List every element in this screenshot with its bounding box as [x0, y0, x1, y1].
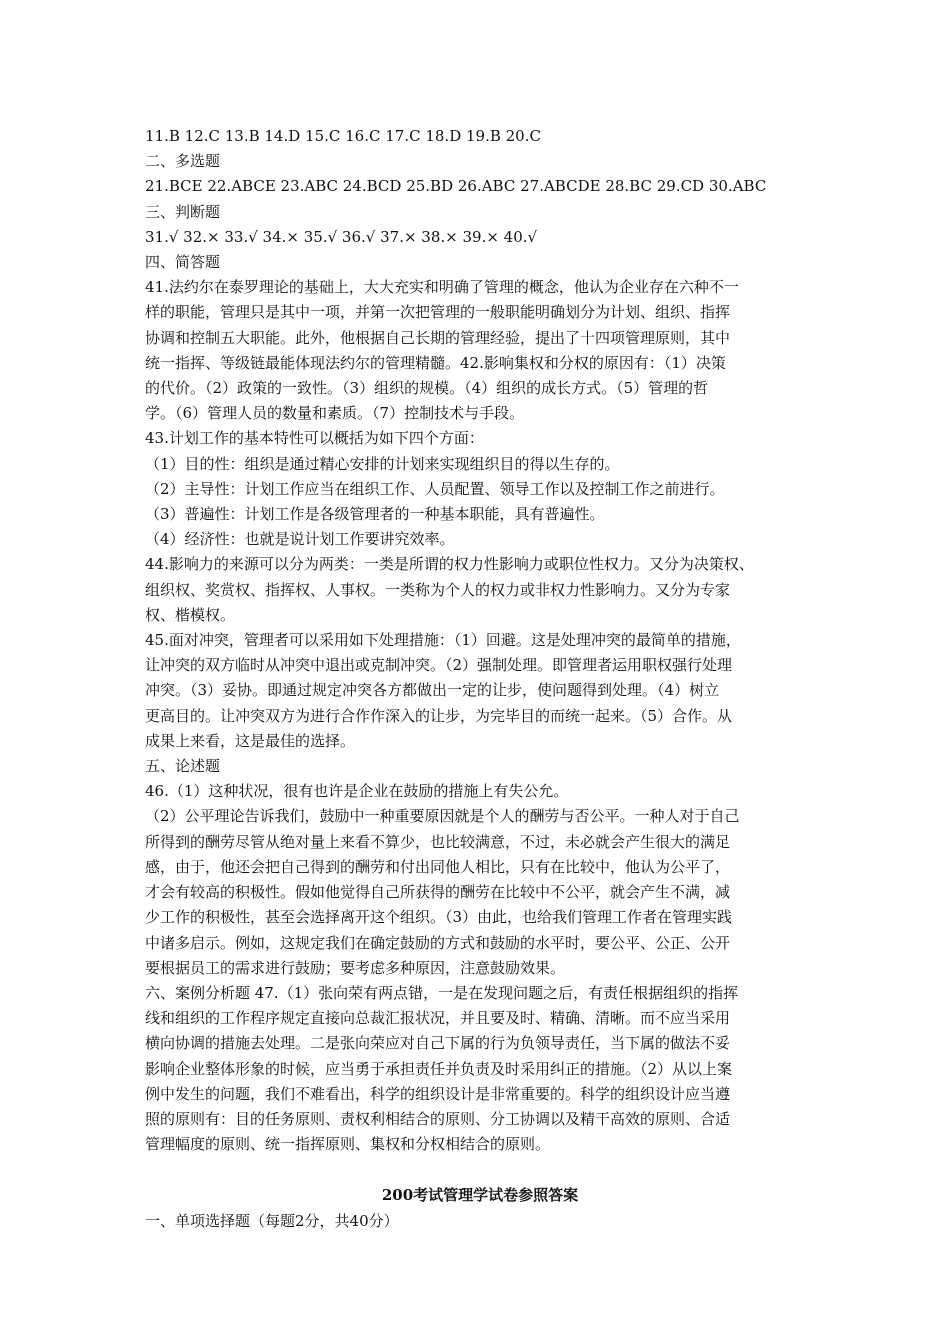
text-line: 45.面对冲突，管理者可以采用如下处理措施：（1）回避。这是处理冲突的最简单的措施，: [145, 631, 741, 650]
text-line: 管理幅度的原则、统一指挥原则、集权和分权相结合的原则。: [145, 1135, 551, 1154]
text-line: 44.影响力的来源可以分为两类：一类是所谓的权力性影响力或职位性权力。又分为决策权、: [145, 555, 754, 574]
text-line: 43.计划工作的基本特性可以概括为如下四个方面：: [145, 429, 484, 448]
text-line: 31.√ 32.× 33.√ 34.× 35.√ 36.√ 37.× 38.× 39.× 40.√: [145, 227, 538, 246]
text-line: （1）目的性：组织是通过精心安排的计划来实现组织目的得以生存的。: [145, 454, 620, 473]
text-line: 四、简答题: [145, 253, 221, 272]
document-page: [145, 124, 815, 1234]
text-line: 冲突。（3）妥协。即通过规定冲突各方都做出一定的让步，使问题得到处理。（4）树立: [145, 681, 720, 700]
text-line: 线和组织的工作程序规定直接向总裁汇报状况，并且要及时、精确、清晰。而不应当采用: [145, 1009, 731, 1028]
text-line: （2）公平理论告诉我们，鼓励中一种重要原因就是个人的酬劳与否公平。一种人对于自己: [145, 807, 740, 826]
text-line: 41.法约尔在泰罗理论的基础上，大大充实和明确了管理的概念，他认为企业存在六种不一: [145, 278, 739, 297]
text-line: 样的职能，管理只是其中一项，并第一次把管理的一般职能明确划分为计划、组织、指挥: [145, 303, 731, 322]
text-line: （3）普遍性：计划工作是各级管理者的一种基本职能，具有普遍性。: [145, 505, 605, 524]
text-line: 更高目的。让冲突双方为进行合作作深入的让步，为完毕目的而统一起来。（5）合作。从: [145, 706, 733, 725]
text-line: 46.（1）这种状况，很有也许是企业在鼓励的措施上有失公允。: [145, 782, 569, 801]
text-line: 的代价。（2）政策的一致性。（3）组织的规模。（4）组织的成长方式。（5）管理的哲: [145, 379, 709, 398]
text-line: 所得到的酬劳尽管从绝对量上来看不算少，也比较满意，不过，未必就会产生很大的满足: [145, 832, 731, 851]
text-line: 三、判断题: [145, 202, 221, 221]
text-line: 学。（6）管理人员的数量和素质。（7）控制技术与手段。: [145, 404, 525, 423]
answer-text-block: [145, 124, 815, 1157]
text-line: 协调和控制五大职能。此外，他根据自己长期的管理经验，提出了十四项管理原则，其中: [145, 328, 731, 347]
text-line: 才会有较高的积极性。假如他觉得自己所获得的酬劳在比较中不公平，就会产生不满，减: [145, 883, 731, 902]
exam-answer-title: 200考试管理学试卷参照答案: [381, 1186, 579, 1205]
text-line: 影响企业整体形象的时候，应当勇于承担责任并负责及时采用纠正的措施。（2）从以上案: [145, 1059, 733, 1078]
text-line: 照的原则有：目的任务原则、责权利相结合的原则、分工协调以及精干高效的原则、合适: [145, 1109, 731, 1128]
text-line: 11.B 12.C 13.B 14.D 15.C 16.C 17.C 18.D 19.B 20.C: [145, 127, 541, 145]
text-line: 少工作的积极性，甚至会选择离开这个组织。（3）由此，也给我们管理工作者在管理实践: [145, 908, 733, 927]
text-line: 统一指挥、等级链最能体现法约尔的管理精髓。42.影响集权和分权的原因有：（1）决策: [145, 353, 726, 372]
text-line: 成果上来看，这是最佳的选择。: [145, 731, 356, 750]
text-line: （2）主导性：计划工作应当在组织工作、人员配置、领导工作以及控制工作之前进行。: [145, 479, 725, 498]
text-line: 要根据员工的需求进行鼓励；要考虑多种原因，注意鼓励效果。: [145, 958, 566, 977]
text-line: 横向协调的措施去处理。二是张向荣应对自己下属的行为负领导责任，当下属的做法不妥: [145, 1034, 731, 1053]
text-line: 让冲突的双方临时从冲突中退出或克制冲突。（2）强制处理。即管理者运用职权强行处理: [145, 656, 733, 675]
text-line: 五、论述题: [145, 757, 221, 776]
text-line: 六、案例分析题 47.（1）张向荣有两点错，一是在发现问题之后，有责任根据组织的指挥: [145, 983, 739, 1002]
text-line: 权、楷模权。: [145, 605, 236, 624]
section-heading-single-choice: 一、单项选择题（每题2分，共40分）: [145, 1211, 399, 1230]
text-line: 二、多选题: [145, 152, 221, 171]
text-line: 中诸多启示。例如，这规定我们在确定鼓励的方式和鼓励的水平时，要公平、公正、公开: [145, 933, 731, 952]
text-line: （4）经济性：也就是说计划工作要讲究效率。: [145, 530, 455, 549]
text-line: 例中发生的问题，我们不难看出，科学的组织设计是非常重要的。科学的组织设计应当遵: [145, 1084, 731, 1103]
text-line: 21.BCE 22.ABCE 23.ABC 24.BCD 25.BD 26.ABC 27.ABCDE 28.BC 29.CD 30.ABC: [145, 177, 767, 196]
text-line: 感，由于，他还会把自己得到的酬劳和付出同他人相比，只有在比较中，他认为公平了，: [145, 857, 731, 876]
text-line: 组织权、奖赏权、指挥权、人事权。一类称为个人的权力或非权力性影响力。又分为专家: [145, 580, 731, 599]
